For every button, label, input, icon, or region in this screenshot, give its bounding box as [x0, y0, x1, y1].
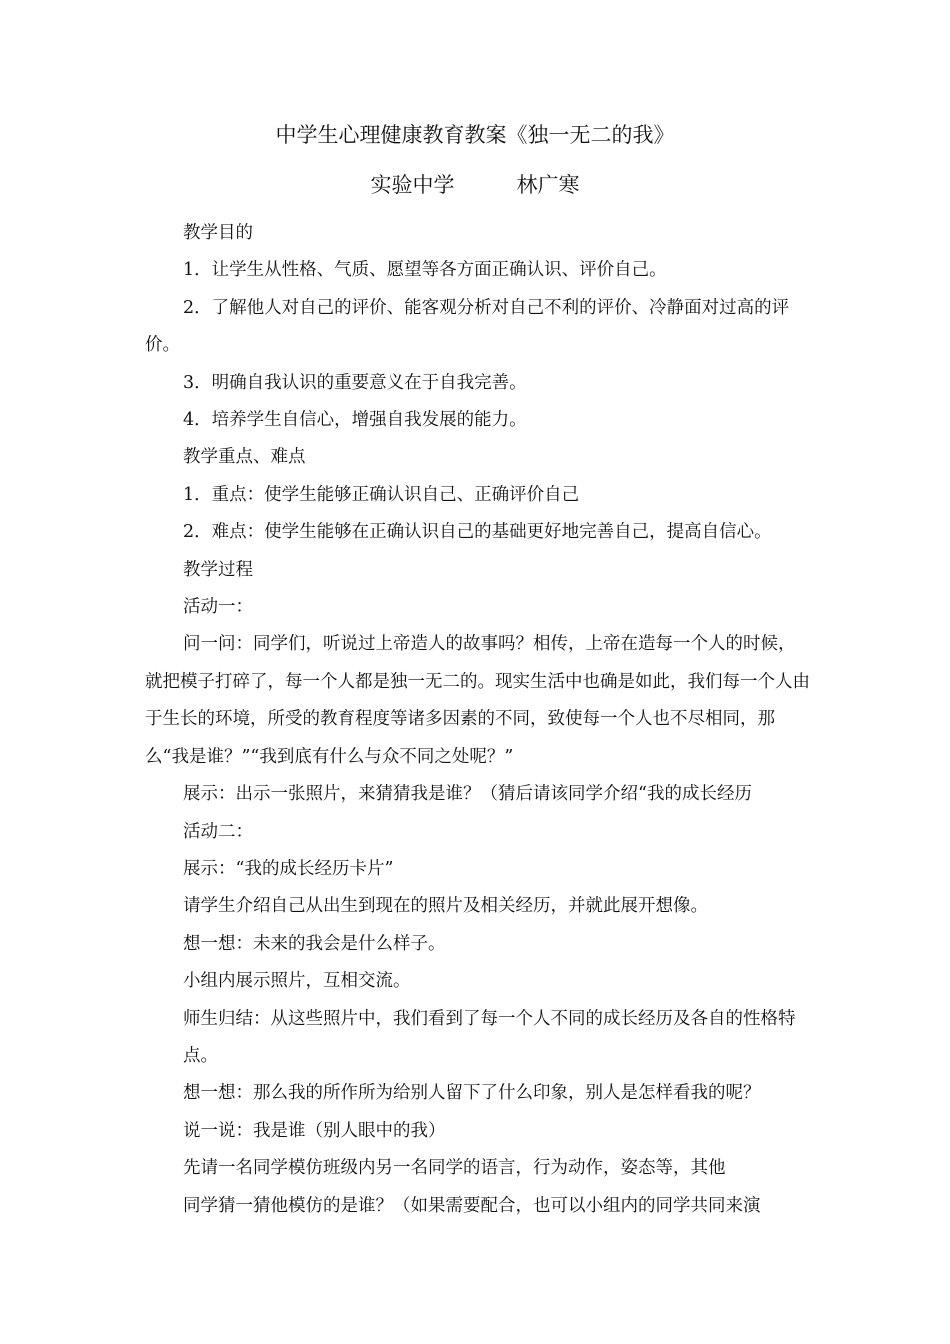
body-paragraph: 小组内展示照片，互相交流。: [183, 971, 411, 992]
activity-heading: 活动一：: [183, 597, 253, 618]
author-name: 林广寒: [516, 173, 580, 197]
body-paragraph: 想一想：未来的我会是什么样子。: [183, 933, 446, 954]
objective-item: 4．培养学生自信心，增强自我发展的能力。: [183, 410, 527, 431]
body-paragraph: 同学猜一猜他模仿的是谁？（如果需要配合，也可以小组内的同学共同来演: [183, 1195, 761, 1216]
body-paragraph: 问一问：同学们，听说过上帝造人的故事吗？相传，上帝在造每一个人的时候，就把模子打碎了，每一个人都是独一无二的。现实生活中也确是如此，我们每一个人由于生长的环境，所受的教育程度等诸多因素的不同，致使每一个人也不尽相同，那么“我是谁？”“我到底有什么与众不同之处呢？”: [145, 634, 810, 767]
school-name: 实验中学: [370, 173, 455, 197]
document-body: [145, 215, 810, 1225]
body-paragraph: 展示：“我的成长经历卡片”: [183, 858, 394, 879]
document-title: 中学生心理健康教育教案《独一无二的我》: [275, 123, 675, 147]
objective-item: 1．让学生从性格、气质、愿望等各方面正确认识、评价自己。: [183, 260, 667, 281]
key-point-item: 1．重点：使学生能够正确认识自己、正确评价自己: [183, 484, 580, 505]
body-paragraph: 想一想：那么我的所作所为给别人留下了什么印象，别人是怎样看我的呢？: [183, 1083, 761, 1104]
objective-item: 2．了解他人对自己的评价、能客观分析对自己不利的评价、冷静面对过高的评价。: [145, 297, 790, 356]
document-byline: [0, 170, 950, 200]
key-point-item: 2．难点：使学生能够在正确认识自己的基础更好地完善自己，提高自信心。: [183, 522, 772, 543]
body-paragraph: 先请一名同学模仿班级内另一名同学的语言，行为动作，姿态等，其他: [183, 1158, 726, 1179]
body-paragraph: 说一说：我是谁（别人眼中的我）: [183, 1120, 446, 1141]
body-paragraph: 展示：出示一张照片，来猜猜我是谁？（猜后请该同学介绍“我的成长经历: [183, 784, 752, 805]
body-paragraph: 师生归结：从这些照片中，我们看到了每一个人不同的成长经历及各自的性格特点。: [183, 1008, 796, 1066]
body-paragraph: 请学生介绍自己从出生到现在的照片及相关经历，并就此展开想像。: [183, 896, 708, 917]
section-heading-key-points: 教学重点、难点: [183, 447, 306, 468]
section-heading-objectives: 教学目的: [183, 223, 253, 243]
section-heading-process: 教学过程: [183, 559, 253, 580]
objective-item: 3．明确自我认识的重要意义在于自我完善。: [183, 372, 527, 393]
activity-heading: 活动二：: [183, 821, 253, 842]
